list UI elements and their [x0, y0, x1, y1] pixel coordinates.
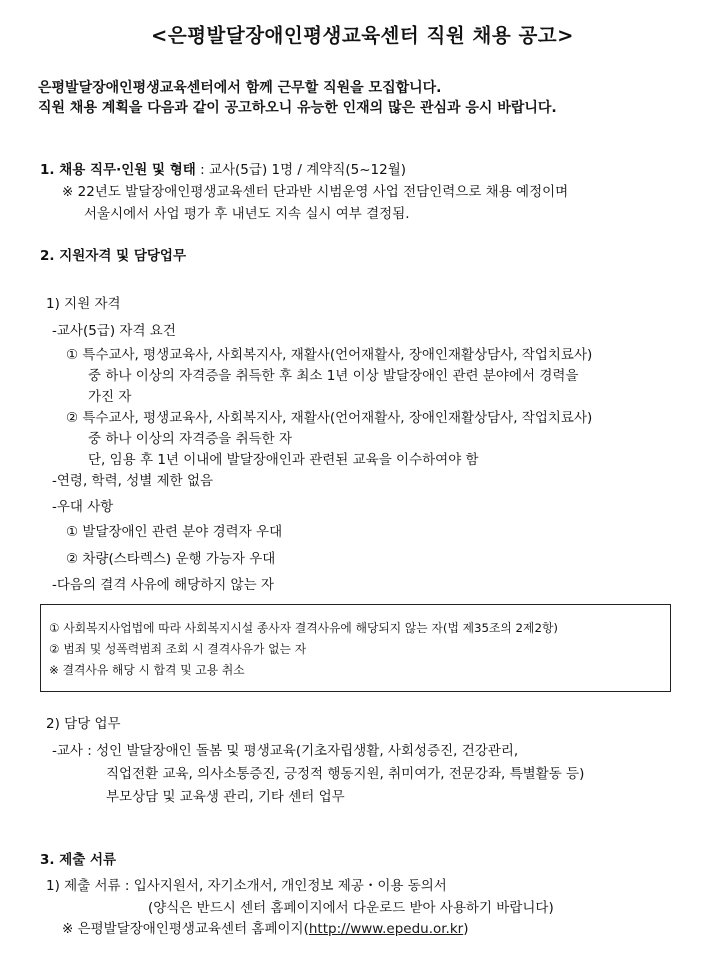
intro-line-1: 은평발달장애인평생교육센터에서 함께 근무할 직원을 모집합니다. — [38, 80, 442, 96]
section-1-heading: 1. 채용 직무·인원 및 형태 — [40, 162, 196, 178]
requirement-2-line-1: ② 특수교사, 평생교육사, 사회복지사, 재활사(언어재활사, 장애인재활상담사, 작업치료사) — [66, 410, 593, 426]
section-1-note-2: 서울시에서 사업 평가 후 내년도 지속 실시 여부 결정됨. — [84, 206, 410, 222]
box-line-3: ※ 결격사유 해당 시 합격 및 고용 취소 — [49, 663, 245, 677]
section-1-line — [40, 160, 406, 180]
section-3-heading: 3. 제출 서류 — [40, 852, 117, 868]
homepage-suffix: ) — [463, 921, 469, 937]
no-limit-line: -연령, 학력, 성별 제한 없음 — [52, 473, 214, 489]
requirement-1-line-2: 중 하나 이상의 자격증을 취득한 후 최소 1년 이상 발달장애인 관련 분야에서 경력을 — [88, 368, 579, 384]
requirement-1-line-1: ① 특수교사, 평생교육사, 사회복지사, 재활사(언어재활사, 장애인재활상담사, 작업치료사) — [66, 347, 593, 363]
section-2-heading: 2. 지원자격 및 담당업무 — [40, 248, 186, 264]
page-title: <은평발달장애인평생교육센터 직원 채용 공고> — [151, 24, 574, 47]
section-1-detail: : 교사(5급) 1명 / 계약직(5~12월) — [195, 162, 407, 178]
requirement-2-line-3: 단, 임용 후 1년 이내에 발달장애인과 관련된 교육을 이수하여야 함 — [88, 452, 479, 468]
documents-line: 1) 제출 서류 : 입사지원서, 자기소개서, 개인정보 제공・이용 동의서 — [46, 878, 447, 894]
intro-line-2: 직원 채용 계획을 다음과 같이 공고하오니 유능한 인재의 많은 관심과 응시 바랍니다. — [38, 100, 557, 116]
duty-line-3: 부모상담 및 교육생 관리, 기타 센터 업무 — [106, 789, 345, 805]
box-line-2: ② 범죄 및 성폭력범죄 조회 시 결격사유가 없는 자 — [49, 642, 307, 656]
homepage-link[interactable]: http://www.epedu.or.kr — [308, 921, 464, 937]
duty-line-2: 직업전환 교육, 의사소통증진, 긍정적 행동지원, 취미여가, 전문강좌, 특별활동 등) — [106, 766, 585, 782]
homepage-prefix: ※ 은평발달장애인평생교육센터 홈페이지( — [62, 921, 309, 937]
documents-note: (양식은 반드시 센터 홈페이지에서 다운로드 받아 사용하기 바랍니다) — [148, 900, 554, 916]
section-1-note-1: ※ 22년도 발달장애인평생교육센터 단과반 시범운영 사업 전담인력으로 채용 예정이며 — [62, 184, 569, 200]
box-line-1: ① 사회복지사업법에 따라 사회복지시설 종사자 결격사유에 해당되지 않는 자(법 제35조의 2제2항) — [49, 621, 558, 635]
requirement-2-line-2: 중 하나 이상의 자격증을 취득한 자 — [88, 431, 293, 447]
preference-1: ① 발달장애인 관련 분야 경력자 우대 — [66, 524, 283, 540]
section-2-sub-2: 2) 담당 업무 — [46, 716, 121, 732]
requirement-title: -교사(5급) 자격 요건 — [52, 323, 176, 339]
requirement-1-line-3: 가진 자 — [88, 389, 132, 405]
disqualification-title: -다음의 결격 사유에 해당하지 않는 자 — [52, 577, 274, 593]
preference-title: -우대 사항 — [52, 499, 114, 515]
section-2-sub-1: 1) 지원 자격 — [46, 296, 121, 312]
homepage-line — [62, 919, 469, 939]
disqualification-box — [40, 604, 671, 692]
duty-line-1: -교사 : 성인 발달장애인 돌봄 및 평생교육(기초자립생활, 사회성증진, 건강관리, — [52, 743, 519, 759]
preference-2: ② 차량(스타렉스) 운행 가능자 우대 — [66, 551, 276, 567]
